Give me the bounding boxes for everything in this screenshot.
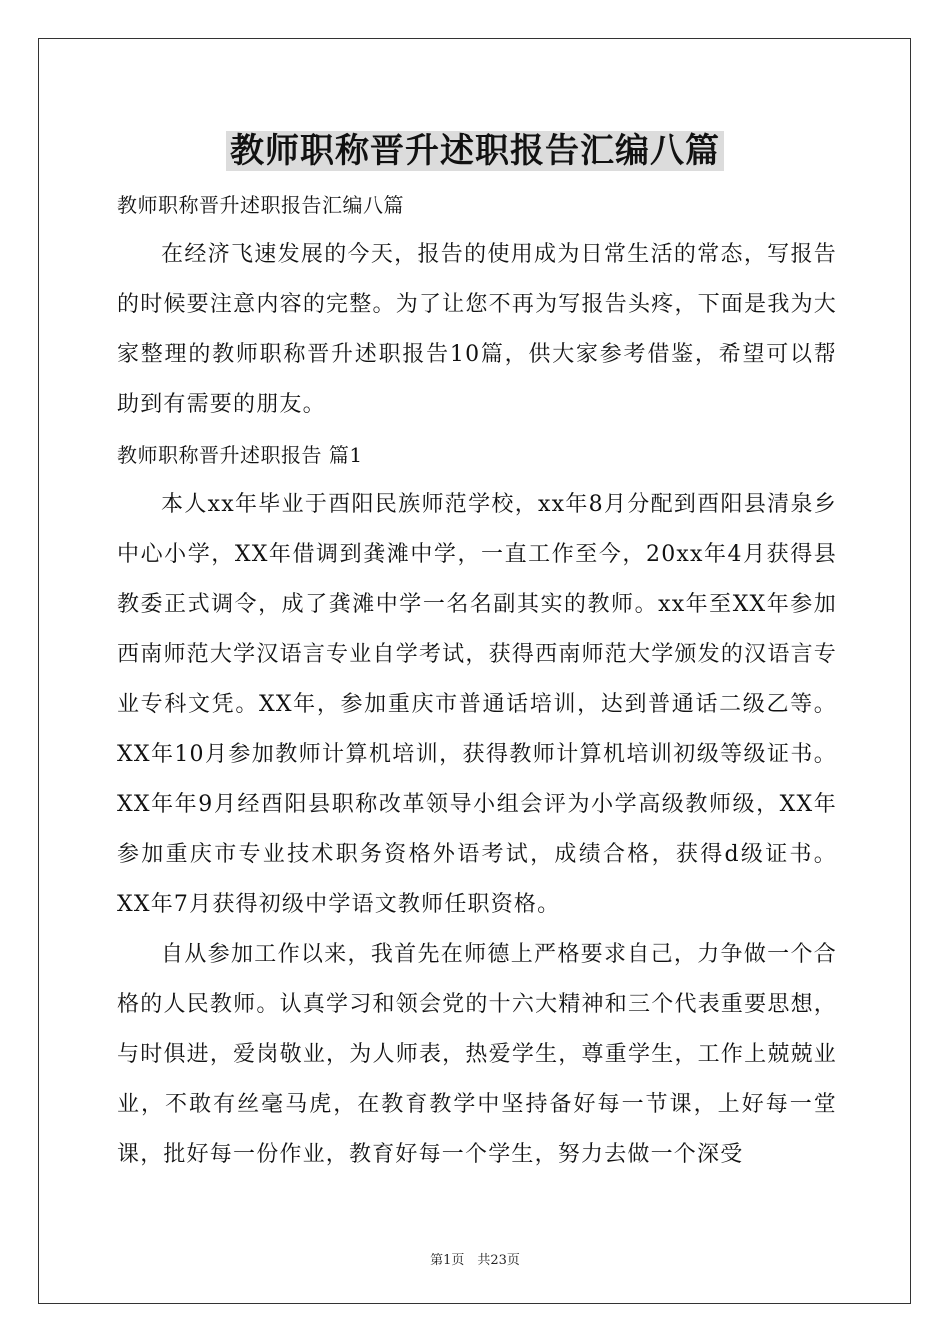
intro-paragraph: 在经济飞速发展的今天，报告的使用成为日常生活的常态，写报告的时候要注意内容的完整。为了让您不再为写报告头疼，下面是我为大家整理的教师职称晋升述职报告10篇，供大家参考借鉴，希望可以帮助到有需要的朋友。 <box>117 242 837 417</box>
body-paragraph-1: 本人xx年毕业于酉阳民族师范学校，xx年8月分配到酉阳县清泉乡中心小学，XX年借调到龚滩中学，一直工作至今，20xx年4月获得县教委正式调令，成了龚滩中学一名名副其实的教师。xx年至XX年参加西南师范大学汉语言专业自学考试，获得西南师范大学颁发的汉语言专业专科文凭。XX年，参加重庆市普通话培训，达到普通话二级乙等。XX年10月参加教师计算机培训，获得教师计算机培训初级等级证书。XX年年9月经酉阳县职称改革领导小组会评为小学高级教师级，XX年参加重庆市专业技术职务资格外语考试，成绩合格，获得d级证书。XX年7月获得初级中学语文教师任职资格。 <box>117 492 837 917</box>
body-paragraph-2: 自从参加工作以来，我首先在师德上严格要求自己，力争做一个合格的人民教师。认真学习和领会党的十六大精神和三个代表重要思想，与时俱进，爱岗敬业，为人师表，热爱学生，尊重学生，工作上兢兢业业，不敢有丝毫马虎，在教育教学中坚持备好每一节课，上好每一堂课，批好每一份作业，教育好每一个学生，努力去做一个深受 <box>117 942 837 1167</box>
document-subtitle: 教师职称晋升述职报告汇编八篇 <box>117 193 404 217</box>
document-body <box>117 180 837 1180</box>
section-heading: 教师职称晋升述职报告 篇1 <box>117 443 363 467</box>
page-number-footer: 第1页 共23页 <box>430 1253 520 1268</box>
document-title-text: 教师职称晋升述职报告汇编八篇 <box>226 131 724 171</box>
document-title <box>0 126 950 176</box>
